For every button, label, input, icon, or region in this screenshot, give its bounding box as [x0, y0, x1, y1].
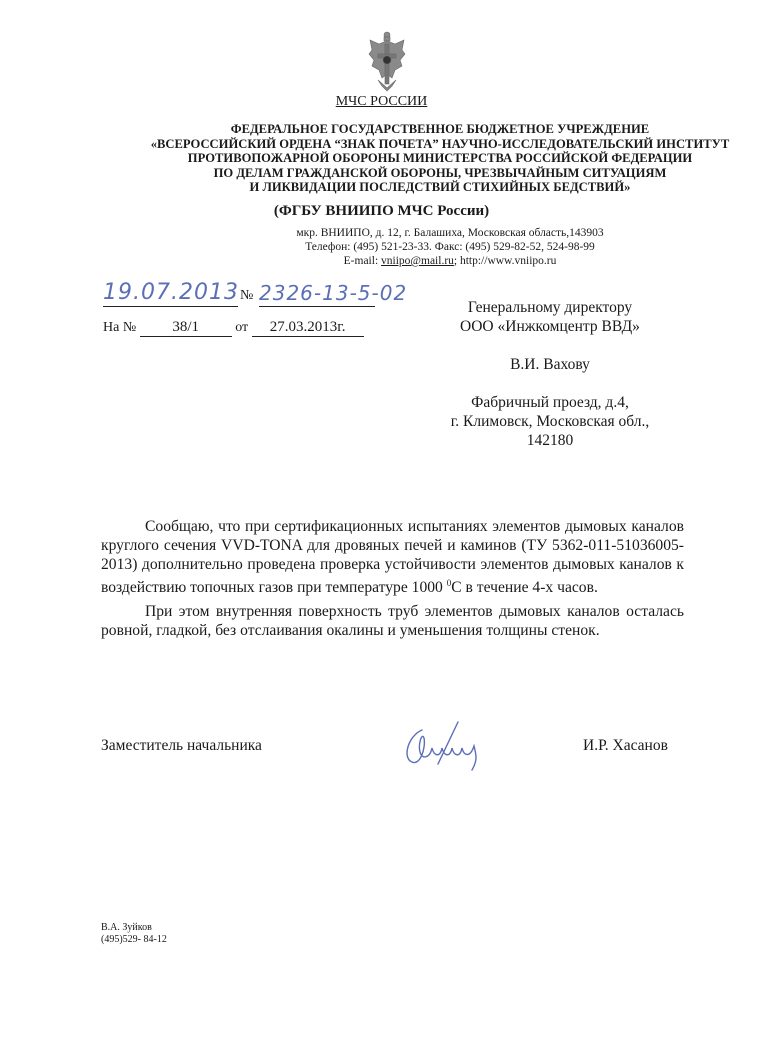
executor-info	[101, 922, 167, 946]
handwritten-signature	[400, 718, 500, 773]
executor-name: В.А. Зуйков	[101, 922, 152, 933]
address: мкр. ВНИИПО, д. 12, г. Балашиха, Московская область,143903	[296, 227, 604, 239]
mchs-emblem-icon	[366, 30, 408, 92]
organization-short-name: (ФГБУ ВНИИПО МЧС России)	[273, 203, 490, 219]
addressee-postcode: 142180	[526, 432, 574, 449]
website: ; http://www.vniipo.ru	[453, 255, 557, 267]
phone-fax: Телефон: (495) 521-23-33. Факс: (495) 529-82-52, 524-98-99	[305, 241, 595, 253]
ministry-name: МЧС РОССИИ	[335, 94, 428, 109]
outgoing-registration	[103, 280, 433, 308]
addressee-company: ООО «Инжкомцентр ВВД»	[460, 318, 640, 335]
addressee-street: Фабричный проезд, д.4,	[471, 394, 629, 411]
reference-number: 38/1	[140, 319, 232, 337]
letter-body	[101, 517, 684, 640]
org-line: И ЛИКВИДАЦИИ ПОСЛЕДСТВИЙ СТИХИЙНЫХ БЕДСТВИЙ»	[249, 180, 631, 195]
org-line: «ВСЕРОССИЙСКИЙ ОРДЕНА “ЗНАК ПОЧЕТА” НАУЧНО-ИССЛЕДОВАТЕЛЬСКИЙ ИНСТИТУТ	[150, 136, 730, 151]
email-link[interactable]: vniipo@mail.ru	[381, 255, 454, 267]
executor-phone: (495)529- 84-12	[101, 934, 167, 945]
paragraph: Сообщаю, что при сертификационных испытаниях элементов дымовых каналов круглого сечения VVD-TONA для дровяных печей и каминов (ТУ 5362-011-51036005-2013) дополнительно проведена проверка устойчивости элементов дымовых каналов к воздействию топочных газов при температуре 1000 $^0$C в течение 4-х часов.	[101, 518, 684, 596]
org-line: ПРОТИВОПОЖАРНОЙ ОБОРОНЫ МИНИСТЕРСТВА РОССИЙСКОЙ ФЕДЕРАЦИИ	[187, 151, 693, 166]
addressee-name: В.И. Вахову	[510, 356, 590, 373]
email-web: E-mail: vniipo@mail.ru; http://www.vniipo.ru	[343, 255, 557, 267]
signer-title: Заместитель начальника	[101, 737, 262, 754]
number-label: №	[240, 288, 254, 303]
signer-name: И.Р. Хасанов	[583, 737, 668, 754]
addressee-block	[400, 298, 700, 450]
addressee-position: Генеральному директору	[467, 299, 633, 316]
paragraph: При этом внутренняя поверхность труб элементов дымовых каналов осталась ровной, гладкой, без отслаивания окалины и уменьшения толщины стенок.	[101, 603, 684, 639]
reference-line: На № 38/1 от 27.03.2013г.	[103, 319, 364, 337]
org-line: ПО ДЕЛАМ ГРАЖДАНСКОЙ ОБОРОНЫ, ЧРЕЗВЫЧАЙНЫМ СИТУАЦИЯМ	[213, 165, 667, 180]
organization-full-name	[100, 122, 780, 195]
outgoing-date: 19.07.2013	[103, 280, 239, 305]
contacts	[150, 226, 750, 268]
outgoing-number: 2326-13-5-02	[259, 281, 408, 305]
reference-date: 27.03.2013г.	[252, 319, 364, 337]
addressee-city: г. Климовск, Московская обл.,	[450, 413, 650, 430]
org-line: ФЕДЕРАЛЬНОЕ ГОСУДАРСТВЕННОЕ БЮДЖЕТНОЕ УЧРЕЖДЕНИЕ	[230, 122, 650, 136]
